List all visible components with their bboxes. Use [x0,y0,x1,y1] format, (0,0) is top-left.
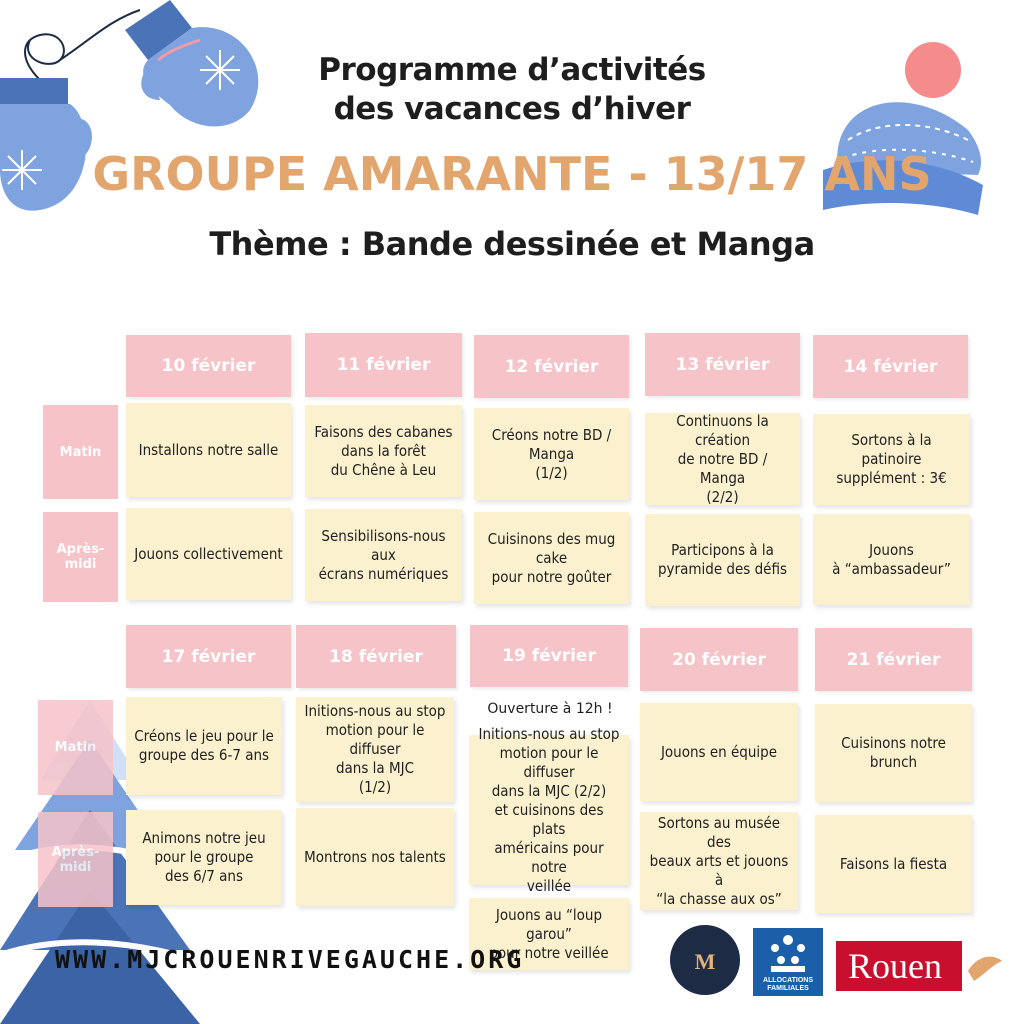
day-header: 13 février [645,333,800,396]
activity-note: Montrons nos talents [296,808,454,906]
activity-note: Cuisinons notre brunch [815,704,972,802]
activity-note: Sortons à la patinoire supplément : 3€ [813,414,970,505]
theme-title: Thème : Bande dessinée et Manga [209,225,815,263]
activity-note: Participons à la pyramide des défis [645,514,800,606]
activity-note: Cuisinons des mug cake pour notre goûter [474,512,629,604]
caf-logo: ALLOCATIONS FAMILIALES [753,928,823,996]
activity-note: Faisons la fiesta [815,815,972,913]
activity-note: Continuons la création de notre BD / Manga (2/2) [645,413,800,505]
website-link[interactable]: WWW.MJCROUENRIVEGAUCHE.ORG [55,945,525,974]
group-title: GROUPE AMARANTE - 13/17 ANS [92,147,932,201]
day-header: 18 février [296,625,456,688]
activity-note: Créons notre BD / Manga (1/2) [474,408,629,500]
activity-note: Animons notre jeu pour le groupe des 6/7 ans [126,810,282,905]
day-header: 21 février [815,628,972,691]
rouen-logo-text: Rouen [848,946,942,986]
activity-note: Jouons collectivement [126,508,291,600]
activity-note: Jouons à “ambassadeur” [813,514,970,605]
activity-note: Faisons des cabanes dans la forêt du Chêne à Leu [305,405,462,497]
activity-note: Sensibilisons-nous aux écrans numériques [305,509,462,601]
row-label-morning: Matin [38,700,113,795]
activity-note: Jouons en équipe [640,703,798,801]
activity-note: Initions-nous au stop motion pour le diffuser dans la MJC (2/2) et cuisinons des plats américains pour notre veillée [469,735,629,885]
activity-note: Sortons au musée des beaux arts et jouons à “la chasse aux os” [640,812,798,910]
day-header: 20 février [640,628,798,691]
day-header: 19 février [470,625,628,687]
day-header: 11 février [305,333,462,397]
bird-icon [962,941,1006,991]
day-header: 10 février [126,335,291,397]
page-title-line1: Programme d’activités [318,52,706,88]
activity-note: Initions-nous au stop motion pour le diffuser dans la MJC (1/2) [296,697,454,802]
day-header: 17 février [126,625,291,688]
row-label-afternoon: Après-midi [38,812,113,907]
activity-note: Créons le jeu pour le groupe des 6-7 ans [126,697,282,795]
row-label-morning: Matin [43,405,118,499]
page-title-line2: des vacances d’hiver [333,91,691,127]
svg-text:M: M [694,949,716,974]
day-header: 14 février [813,335,968,398]
row-label-afternoon: Après-midi [43,512,118,602]
activity-note: Installons notre salle [126,403,291,497]
mjc-logo [670,925,740,995]
rouen-logo [836,941,1006,991]
day-header: 12 février [474,335,629,398]
activity-note: Jouons au “loup garou” pour notre veillée [469,898,629,970]
opening-time-note: Ouverture à 12h ! [487,701,613,717]
